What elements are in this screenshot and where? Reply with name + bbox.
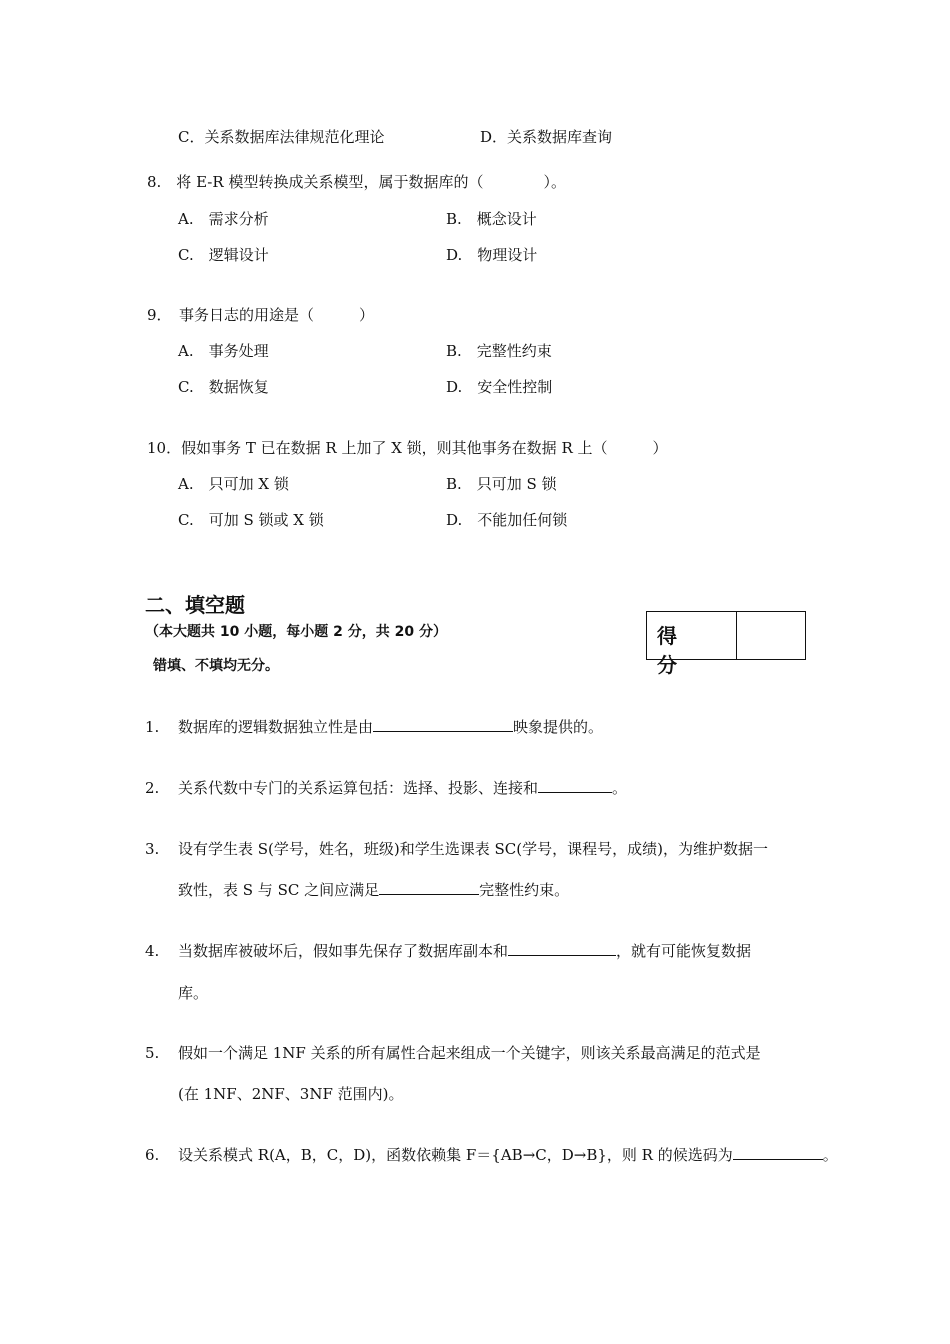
fill-q1-text-before: 数据库的逻辑数据独立性是由 xyxy=(178,718,374,736)
section-title: 二、填空题 xyxy=(145,593,245,617)
score-value-cell[interactable] xyxy=(737,612,805,659)
score-label: 得 分 xyxy=(647,612,737,659)
fill-q2-text-before: 关系代数中专门的关系运算包括：选择、投影、连接和 xyxy=(178,779,539,797)
q10-option-b: B. 只可加 S 锁 xyxy=(446,475,557,493)
q8-option-b: B. 概念设计 xyxy=(446,210,537,228)
fill-q2-number: 2. xyxy=(145,779,160,797)
fill-q3-text-after: 完整性约束。 xyxy=(479,881,570,899)
q8-option-c: C. 逻辑设计 xyxy=(178,246,269,264)
q9-option-b: B. 完整性约束 xyxy=(446,342,552,360)
option-d: D．关系数据库查询 xyxy=(480,128,613,146)
question-9-stem: 9． 事务日志的用途是（ ） xyxy=(147,306,375,324)
section-subtitle: （本大题共 10 小题，每小题 2 分，共 20 分） xyxy=(145,624,447,640)
q10-option-a: A. 只可加 X 锁 xyxy=(178,475,289,493)
question-10-stem: 10．假如事务 T 已在数据 R 上加了 X 锁，则其他事务在数据 R 上（ ） xyxy=(147,439,668,457)
fill-q6-text-before: 设关系模式 R(A，B，C，D)，函数依赖集 F＝{AB→C，D→B}，则 R 的候选码为 xyxy=(178,1146,733,1164)
fill-q4-text-after: ，就有可能恢复数据 xyxy=(616,942,752,960)
fill-q5-line1: 假如一个满足 1NF 关系的所有属性合起来组成一个关键字，则该关系最高满足的范式是 xyxy=(178,1044,761,1062)
q9-option-d: D. 安全性控制 xyxy=(446,378,553,396)
fill-q2-blank[interactable] xyxy=(538,778,612,793)
fill-q4-number: 4. xyxy=(145,942,160,960)
fill-q6-number: 6. xyxy=(145,1146,160,1164)
fill-q4-line2: 库。 xyxy=(178,984,209,1002)
fill-q1-number: 1. xyxy=(145,718,160,736)
q10-option-c: C. 可加 S 锁或 X 锁 xyxy=(178,511,324,529)
fill-q3-blank[interactable] xyxy=(379,880,479,895)
q9-option-c: C. 数据恢复 xyxy=(178,378,269,396)
q8-option-a: A. 需求分析 xyxy=(178,210,269,228)
fill-q5-number: 5. xyxy=(145,1044,160,1062)
fill-q4-blank[interactable] xyxy=(508,941,616,956)
fill-q3-line1: 设有学生表 S(学号，姓名，班级)和学生选课表 SC(学号，课程号，成绩)，为维护数据一 xyxy=(178,840,768,858)
score-box xyxy=(646,611,806,677)
q8-option-d: D. 物理设计 xyxy=(446,246,538,264)
fill-q3-text-before: 致性，表 S 与 SC 之间应满足 xyxy=(178,881,380,899)
q9-option-a: A. 事务处理 xyxy=(178,342,269,360)
fill-q4-line1 xyxy=(178,941,751,961)
option-c: C．关系数据库法律规范化理论 xyxy=(178,128,385,146)
fill-q2-text-after: 。 xyxy=(612,779,628,797)
fill-q1 xyxy=(178,717,603,737)
fill-q3-line2 xyxy=(178,880,569,900)
question-8-stem: 8. 将 E-R 模型转换成关系模型，属于数据库的（ ）。 xyxy=(147,173,566,191)
fill-q5-line2: (在 1NF、2NF、3NF 范围内)。 xyxy=(178,1085,404,1103)
fill-q2 xyxy=(178,778,627,798)
fill-q1-blank[interactable] xyxy=(373,717,513,732)
fill-q6-text-after: 。 xyxy=(822,1146,838,1164)
section-note: 错填、不填均无分。 xyxy=(153,658,279,674)
fill-q6 xyxy=(178,1145,838,1165)
fill-q4-text-before: 当数据库被破坏后，假如事先保存了数据库副本和 xyxy=(178,942,509,960)
fill-q1-text-after: 映象提供的。 xyxy=(513,718,604,736)
fill-q3-number: 3. xyxy=(145,840,160,858)
q10-option-d: D. 不能加任何锁 xyxy=(446,511,568,529)
fill-q6-blank[interactable] xyxy=(733,1145,823,1160)
